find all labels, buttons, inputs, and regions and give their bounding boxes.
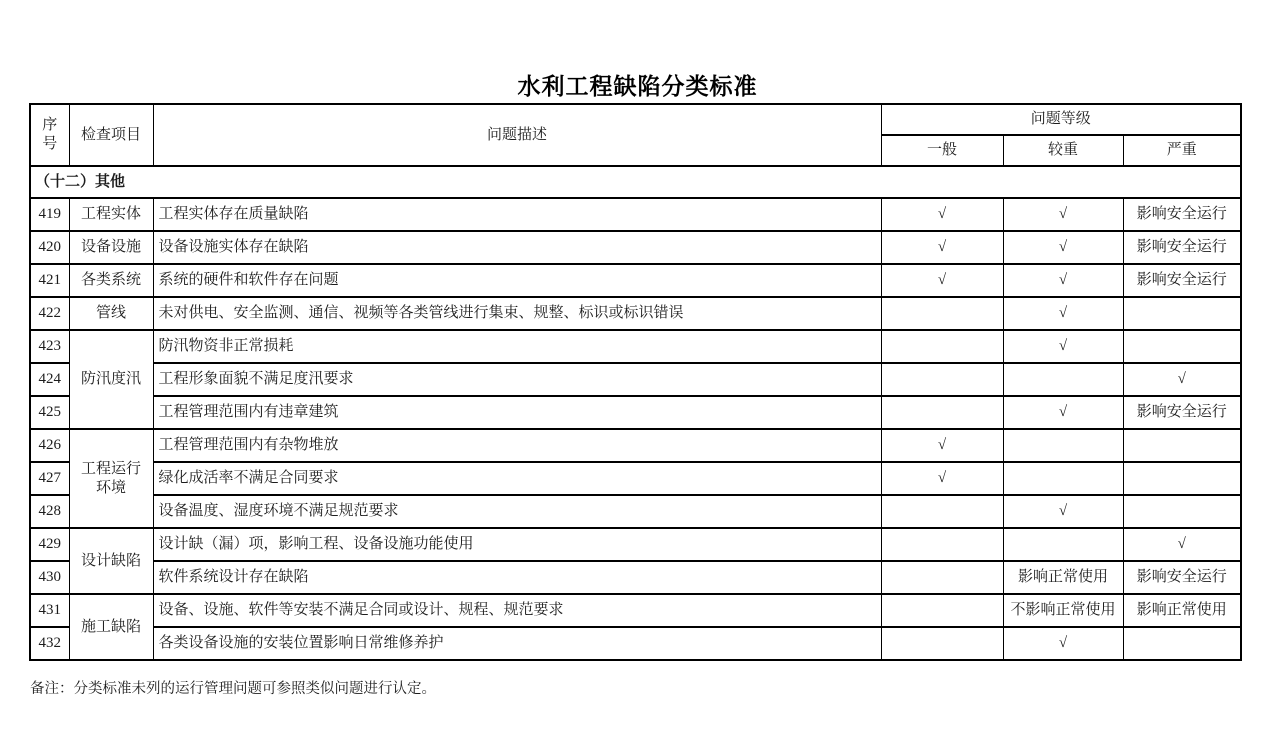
cell-description: 工程形象面貌不满足度汛要求 [153,363,881,396]
cell-level-severe: 影响安全运行 [1123,396,1241,429]
cell-no: 420 [30,231,69,264]
cell-item-merged: 设计缺陷 [69,528,153,594]
cell-level-general [881,363,1003,396]
table-row [30,231,1241,264]
cell-no: 432 [30,627,69,660]
cell-item: 工程实体 [69,198,153,231]
cell-item: 管线 [69,297,153,330]
cell-description: 防汛物资非正常损耗 [153,330,881,363]
cell-no: 431 [30,594,69,627]
table-row [30,264,1241,297]
table-row [30,363,1241,396]
table-row [30,330,1241,363]
cell-level-severe: 影响安全运行 [1123,198,1241,231]
section-row [30,166,1241,198]
table-row [30,495,1241,528]
cell-level-serious: √ [1003,627,1123,660]
table-row [30,528,1241,561]
cell-no: 429 [30,528,69,561]
cell-level-serious [1003,462,1123,495]
col-header-item: 检查项目 [69,104,153,166]
cell-level-general [881,396,1003,429]
cell-level-general [881,627,1003,660]
footer-note: 备注：分类标准未列的运行管理问题可参照类似问题进行认定。 [30,681,436,697]
cell-description: 软件系统设计存在缺陷 [153,561,881,594]
cell-level-serious: √ [1003,396,1123,429]
cell-description: 系统的硬件和软件存在问题 [153,264,881,297]
cell-no: 425 [30,396,69,429]
cell-level-serious: √ [1003,231,1123,264]
col-header-level-severe: 严重 [1123,135,1241,166]
cell-item-merged: 防汛度汛 [69,330,153,429]
cell-level-severe [1123,462,1241,495]
section-header: （十二）其他 [30,166,1241,198]
cell-description: 设备、设施、软件等安装不满足合同或设计、规程、规范要求 [153,594,881,627]
cell-description: 设备温度、湿度环境不满足规范要求 [153,495,881,528]
cell-level-serious: √ [1003,495,1123,528]
cell-level-general: √ [881,429,1003,462]
cell-level-general [881,330,1003,363]
cell-description: 工程管理范围内有杂物堆放 [153,429,881,462]
cell-level-severe: √ [1123,363,1241,396]
cell-level-general: √ [881,198,1003,231]
cell-no: 430 [30,561,69,594]
cell-level-severe [1123,297,1241,330]
table-header-row-1 [30,104,1241,135]
cell-item-merged: 施工缺陷 [69,594,153,660]
cell-level-severe [1123,429,1241,462]
cell-no: 423 [30,330,69,363]
table-row [30,297,1241,330]
cell-no: 419 [30,198,69,231]
cell-level-general [881,528,1003,561]
cell-level-severe: 影响安全运行 [1123,561,1241,594]
cell-level-general: √ [881,231,1003,264]
cell-level-serious: 影响正常使用 [1003,561,1123,594]
cell-level-severe: 影响正常使用 [1123,594,1241,627]
cell-level-severe [1123,495,1241,528]
cell-description: 设备设施实体存在缺陷 [153,231,881,264]
col-header-level-serious: 较重 [1003,135,1123,166]
cell-no: 426 [30,429,69,462]
table-row [30,198,1241,231]
table-row [30,429,1241,462]
cell-no: 424 [30,363,69,396]
cell-no: 421 [30,264,69,297]
page-title: 水利工程缺陷分类标准 [517,73,758,99]
cell-item: 设备设施 [69,231,153,264]
cell-level-severe: √ [1123,528,1241,561]
col-header-level-general: 一般 [881,135,1003,166]
cell-description: 设计缺（漏）项，影响工程、设备设施功能使用 [153,528,881,561]
cell-description: 工程实体存在质量缺陷 [153,198,881,231]
cell-level-serious [1003,429,1123,462]
cell-level-general [881,594,1003,627]
col-header-description: 问题描述 [153,104,881,166]
cell-level-serious: 不影响正常使用 [1003,594,1123,627]
cell-description: 绿化成活率不满足合同要求 [153,462,881,495]
cell-level-severe [1123,627,1241,660]
defect-classification-table [29,103,1242,661]
cell-level-serious: √ [1003,297,1123,330]
cell-description: 工程管理范围内有违章建筑 [153,396,881,429]
cell-level-serious: √ [1003,330,1123,363]
table-row [30,561,1241,594]
cell-level-serious: √ [1003,264,1123,297]
cell-level-general [881,495,1003,528]
table-row [30,462,1241,495]
cell-level-general [881,561,1003,594]
table-row [30,594,1241,627]
col-header-index: 序号 [30,104,69,166]
cell-no: 428 [30,495,69,528]
cell-level-general: √ [881,264,1003,297]
cell-description: 未对供电、安全监测、通信、视频等各类管线进行集束、规整、标识或标识错误 [153,297,881,330]
cell-level-severe [1123,330,1241,363]
cell-no: 427 [30,462,69,495]
cell-no: 422 [30,297,69,330]
cell-level-general [881,297,1003,330]
table-row [30,627,1241,660]
cell-level-serious [1003,528,1123,561]
col-header-level-group: 问题等级 [881,104,1241,135]
cell-level-severe: 影响安全运行 [1123,231,1241,264]
cell-level-general: √ [881,462,1003,495]
cell-description: 各类设备设施的安装位置影响日常维修养护 [153,627,881,660]
cell-item-merged: 工程运行环境 [69,429,153,528]
cell-level-serious: √ [1003,198,1123,231]
cell-level-severe: 影响安全运行 [1123,264,1241,297]
table-row [30,396,1241,429]
cell-item: 各类系统 [69,264,153,297]
cell-level-serious [1003,363,1123,396]
